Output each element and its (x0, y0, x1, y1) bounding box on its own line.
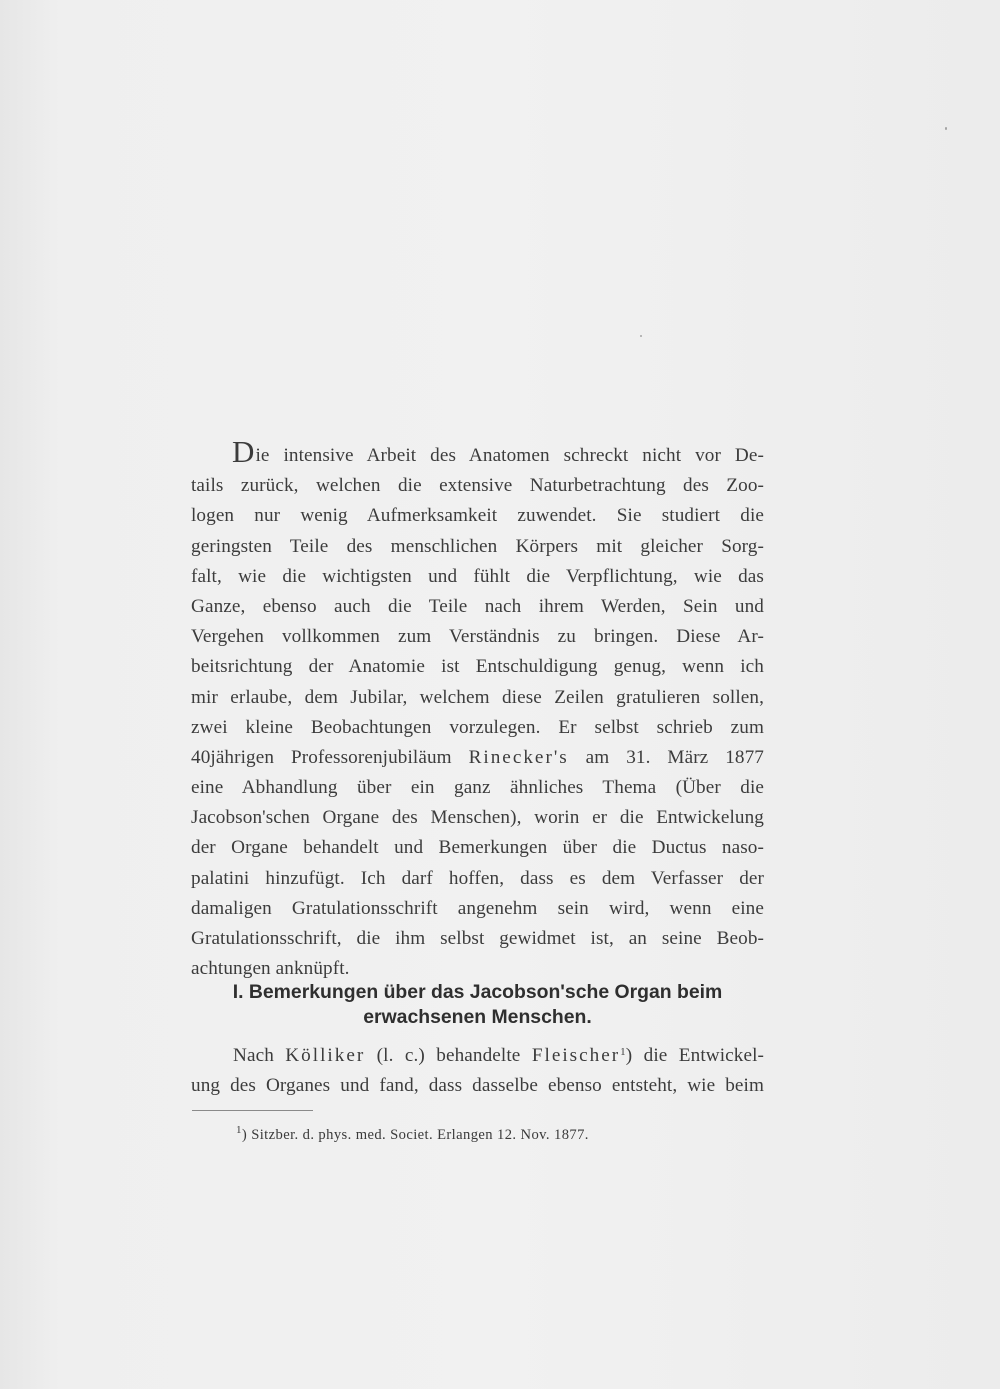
text-line: beitsrichtung der Anatomie ist Entschuldigung genug, wenn ich (191, 656, 764, 678)
text-line: falt, wie die wichtigsten und fühlt die Verpflichtung, wie das (191, 565, 764, 587)
text-line: mir erlaube, dem Jubilar, welchem diese Zeilen gratulieren sollen, (191, 686, 764, 708)
text-line: tails zurück, welchen die extensive Naturbetrachtung des Zoo- (191, 475, 764, 497)
text-line: Gratulationsschrift, die ihm selbst gewidmet ist, an seine Beob- (191, 928, 764, 949)
text-line: Vergehen vollkommen zum Verständnis zu bringen. Diese Ar- (191, 626, 764, 648)
text-line: 40jährigen Professorenjubiläum Rinecker's am 31. März 1877 (191, 746, 764, 768)
intro-paragraph (191, 434, 764, 984)
text-line: logen nur wenig Aufmerksamkeit zuwendet. Sie studiert die (191, 505, 764, 527)
footnote-marker: 1 (620, 1046, 626, 1058)
person-name: Fleischer (531, 1045, 621, 1066)
footnote: $^1$) Sitzber. d. phys. med. Societ. Erlangen 12. Nov. 1877. (236, 1124, 589, 1143)
heading-line: I. Bemerkungen über das Jacobson'sche Organ beim (232, 981, 723, 1003)
drop-cap: D (232, 434, 255, 469)
paper-speck (640, 335, 642, 337)
section-heading (191, 980, 764, 1030)
text-line: ung des Organes und fand, dass dasselbe ebenso entsteht, wie beim (191, 1075, 764, 1097)
person-name: Kölliker (285, 1045, 366, 1066)
heading-line: erwachsenen Menschen. (363, 1006, 592, 1028)
text-line: achtungen anknüpft. (191, 958, 350, 980)
paper-speck (945, 127, 947, 130)
text-line: Jacobson'schen Organe des Menschen), worin er die Entwickelung (191, 807, 764, 829)
text-line: eine Abhandlung über ein ganz ähnliches Thema (Über die (191, 777, 764, 799)
text-line: Ganze, ebenso auch die Teile nach ihrem Werden, Sein und (191, 595, 764, 617)
footnote-divider (192, 1110, 313, 1111)
text-line: Nach Kölliker (l. c.) behandelte Fleischer$^1$) die Entwickel- (233, 1045, 764, 1066)
section-paragraph (191, 1041, 764, 1101)
person-name: Rinecker's (468, 746, 569, 768)
text-line: geringsten Teile des menschlichen Körpers mit gleicher Sorg- (191, 535, 764, 557)
text-line: zwei kleine Beobachtungen vorzulegen. Er selbst schrieb zum (191, 716, 764, 738)
footnote-number: 1 (236, 1124, 242, 1136)
text-line: damaligen Gratulationsschrift angenehm sein wird, wenn eine (191, 897, 764, 919)
text-line: palatini hinzufügt. Ich darf hoffen, dass es dem Verfasser der (191, 867, 764, 889)
text-line: der Organe behandelt und Bemerkungen über die Ductus naso- (191, 837, 764, 859)
text-line: Die intensive Arbeit des Anatomen schreckt nicht vor De- (232, 434, 764, 469)
